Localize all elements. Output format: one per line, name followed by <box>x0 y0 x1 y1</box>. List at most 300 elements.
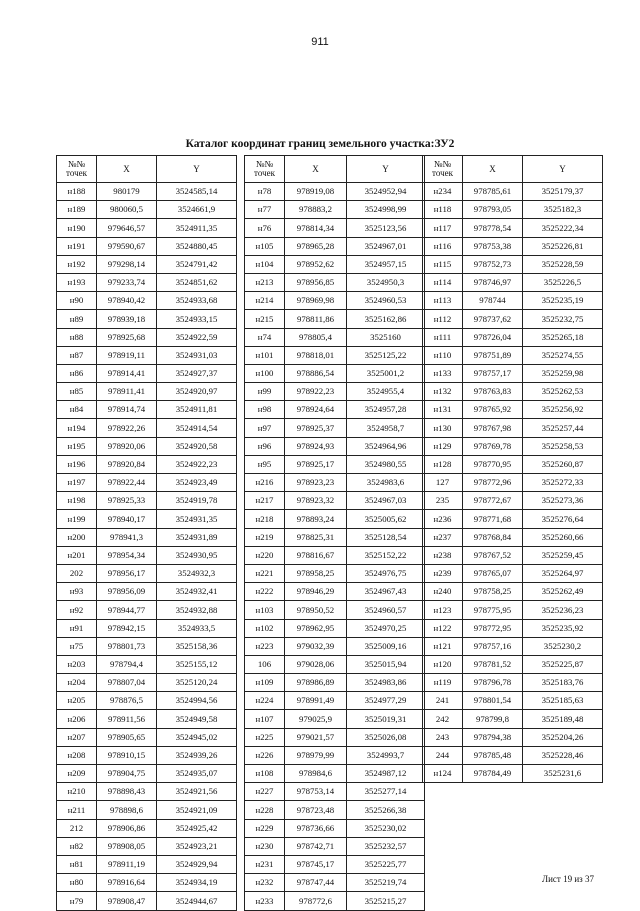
point-cell: н192 <box>57 255 97 273</box>
x-cell: 978726,04 <box>463 328 523 346</box>
point-cell: 242 <box>423 710 463 728</box>
y-cell: 3525272,33 <box>523 474 603 492</box>
x-cell: 978794,4 <box>97 655 157 673</box>
table-row <box>245 637 425 655</box>
y-cell: 3524933,68 <box>157 292 237 310</box>
x-cell: 978763,83 <box>463 383 523 401</box>
point-cell: н219 <box>245 528 285 546</box>
y-cell: 3524983,6 <box>347 474 425 492</box>
y-cell: 3525152,22 <box>347 546 425 564</box>
table-row <box>423 237 603 255</box>
table-row <box>423 437 603 455</box>
y-cell: 3525128,54 <box>347 528 425 546</box>
point-cell: н89 <box>57 310 97 328</box>
point-cell: н224 <box>245 692 285 710</box>
y-cell: 3524935,07 <box>157 765 237 783</box>
table-row <box>245 619 425 637</box>
y-cell: 3524919,78 <box>157 492 237 510</box>
table-row <box>57 237 237 255</box>
table-row <box>423 692 603 710</box>
x-cell: 978956,85 <box>285 273 347 291</box>
point-cell: н214 <box>245 292 285 310</box>
table-row <box>57 328 237 346</box>
table-row <box>57 801 237 819</box>
point-cell: н225 <box>245 728 285 746</box>
y-cell: 3524949,58 <box>157 710 237 728</box>
x-cell: 978923,32 <box>285 492 347 510</box>
y-cell: 3524925,42 <box>157 819 237 837</box>
table-row <box>245 874 425 892</box>
point-cell: н93 <box>57 583 97 601</box>
x-cell: 978753,38 <box>463 237 523 255</box>
y-cell: 3525259,98 <box>523 364 603 382</box>
y-cell: 3524987,12 <box>347 765 425 783</box>
table-row <box>57 837 237 855</box>
point-cell: н110 <box>423 346 463 364</box>
point-cell: н223 <box>245 637 285 655</box>
table-row <box>57 710 237 728</box>
point-cell: н203 <box>57 655 97 673</box>
point-cell: н108 <box>245 765 285 783</box>
y-cell: 3525155,12 <box>157 655 237 673</box>
point-cell: н99 <box>245 383 285 401</box>
table-row <box>423 637 603 655</box>
table-row <box>57 583 237 601</box>
table-row <box>245 474 425 492</box>
y-cell: 3524939,26 <box>157 746 237 764</box>
point-cell: н124 <box>423 765 463 783</box>
header-y: Y <box>347 156 425 183</box>
y-cell: 3525185,63 <box>523 692 603 710</box>
point-cell: н210 <box>57 783 97 801</box>
table-row <box>57 201 237 219</box>
table-row <box>57 474 237 492</box>
coordinates-table-2 <box>244 155 425 911</box>
header-point-number <box>423 156 463 183</box>
point-cell: н103 <box>245 601 285 619</box>
y-cell: 3525276,64 <box>523 510 603 528</box>
table-row <box>57 655 237 673</box>
point-cell: н88 <box>57 328 97 346</box>
table-row <box>245 528 425 546</box>
table-row <box>423 273 603 291</box>
x-cell: 978962,95 <box>285 619 347 637</box>
table-row <box>423 346 603 364</box>
table-row <box>245 564 425 582</box>
point-cell: н104 <box>245 255 285 273</box>
header-row <box>245 156 425 183</box>
y-cell: 3524932,3 <box>157 564 237 582</box>
y-cell: 3524950,3 <box>347 273 425 291</box>
x-cell: 978799,8 <box>463 710 523 728</box>
point-cell: н208 <box>57 746 97 764</box>
table-row <box>423 619 603 637</box>
x-cell: 978753,14 <box>285 783 347 801</box>
x-cell: 978904,75 <box>97 765 157 783</box>
x-cell: 978905,65 <box>97 728 157 746</box>
x-cell: 978883,2 <box>285 201 347 219</box>
point-cell: н233 <box>245 892 285 910</box>
x-cell: 978886,54 <box>285 364 347 382</box>
x-cell: 978765,07 <box>463 564 523 582</box>
point-cell: н86 <box>57 364 97 382</box>
y-cell: 3525179,37 <box>523 183 603 201</box>
x-cell: 978922,26 <box>97 419 157 437</box>
table-row <box>57 528 237 546</box>
point-cell: н193 <box>57 273 97 291</box>
table-row <box>245 273 425 291</box>
y-cell: 3524930,95 <box>157 546 237 564</box>
table-row <box>423 710 603 728</box>
x-cell: 978775,95 <box>463 601 523 619</box>
y-cell: 3524967,01 <box>347 237 425 255</box>
x-cell: 978814,34 <box>285 219 347 237</box>
x-cell: 978778,54 <box>463 219 523 237</box>
point-cell: н77 <box>245 201 285 219</box>
x-cell: 978898,6 <box>97 801 157 819</box>
point-cell: н120 <box>423 655 463 673</box>
x-cell: 978746,97 <box>463 273 523 291</box>
x-cell: 978772,96 <box>463 474 523 492</box>
y-cell: 3524923,49 <box>157 474 237 492</box>
header-row <box>423 156 603 183</box>
point-cell: н211 <box>57 801 97 819</box>
table-row <box>245 674 425 692</box>
point-cell: н195 <box>57 437 97 455</box>
y-cell: 3524921,56 <box>157 783 237 801</box>
table-row <box>245 492 425 510</box>
point-cell: н119 <box>423 674 463 692</box>
table-row <box>245 837 425 855</box>
y-cell: 3524998,99 <box>347 201 425 219</box>
point-cell: н102 <box>245 619 285 637</box>
x-cell: 978956,17 <box>97 564 157 582</box>
table-row <box>57 364 237 382</box>
y-cell: 3524976,75 <box>347 564 425 582</box>
y-cell: 3525026,08 <box>347 728 425 746</box>
point-cell: н218 <box>245 510 285 528</box>
table-row <box>245 546 425 564</box>
y-cell: 3524958,7 <box>347 419 425 437</box>
point-cell: н206 <box>57 710 97 728</box>
x-cell: 979590,67 <box>97 237 157 255</box>
x-cell: 978876,5 <box>97 692 157 710</box>
point-cell: н130 <box>423 419 463 437</box>
x-cell: 978796,78 <box>463 674 523 692</box>
x-cell: 978923,23 <box>285 474 347 492</box>
table-row <box>245 892 425 910</box>
table-row <box>423 583 603 601</box>
point-cell: н227 <box>245 783 285 801</box>
y-cell: 3525001,2 <box>347 364 425 382</box>
y-cell: 3524929,94 <box>157 855 237 873</box>
x-cell: 980060,5 <box>97 201 157 219</box>
x-cell: 978952,62 <box>285 255 347 273</box>
point-cell: н87 <box>57 346 97 364</box>
x-cell: 978942,15 <box>97 619 157 637</box>
point-cell: н90 <box>57 292 97 310</box>
header-point-line1: №№ <box>67 159 86 169</box>
table-row <box>423 601 603 619</box>
y-cell: 3524957,15 <box>347 255 425 273</box>
point-cell: н132 <box>423 383 463 401</box>
y-cell: 3525277,14 <box>347 783 425 801</box>
x-cell: 978911,56 <box>97 710 157 728</box>
point-cell: н230 <box>245 837 285 855</box>
x-cell: 978801,73 <box>97 637 157 655</box>
point-cell: н196 <box>57 455 97 473</box>
point-cell: 202 <box>57 564 97 582</box>
table-row <box>57 346 237 364</box>
x-cell: 978946,29 <box>285 583 347 601</box>
point-cell: н236 <box>423 510 463 528</box>
point-cell: 243 <box>423 728 463 746</box>
x-cell: 978742,71 <box>285 837 347 855</box>
table-row <box>245 292 425 310</box>
y-cell: 3524967,03 <box>347 492 425 510</box>
table-row <box>57 564 237 582</box>
table-row <box>57 765 237 783</box>
y-cell: 3524957,28 <box>347 401 425 419</box>
x-cell: 978893,24 <box>285 510 347 528</box>
point-cell: н231 <box>245 855 285 873</box>
point-cell: н133 <box>423 364 463 382</box>
point-cell: н207 <box>57 728 97 746</box>
x-cell: 979028,06 <box>285 655 347 673</box>
table-row <box>245 510 425 528</box>
x-cell: 978906,86 <box>97 819 157 837</box>
table-row <box>57 855 237 873</box>
table-row <box>423 219 603 237</box>
catalog-title: Каталог координат границ земельного участка:ЗУ2 <box>185 138 455 150</box>
x-cell: 978965,28 <box>285 237 347 255</box>
x-cell: 979646,57 <box>97 219 157 237</box>
x-cell: 978781,52 <box>463 655 523 673</box>
x-cell: 978737,62 <box>463 310 523 328</box>
x-cell: 978767,98 <box>463 419 523 437</box>
y-cell: 3524993,7 <box>347 746 425 764</box>
x-cell: 978793,05 <box>463 201 523 219</box>
y-cell: 3524880,45 <box>157 237 237 255</box>
table-row <box>423 674 603 692</box>
point-cell: н117 <box>423 219 463 237</box>
x-cell: 978914,41 <box>97 364 157 382</box>
x-cell: 978745,17 <box>285 855 347 873</box>
header-x: X <box>285 156 347 183</box>
point-cell: н198 <box>57 492 97 510</box>
point-cell: н76 <box>245 219 285 237</box>
x-cell: 978925,68 <box>97 328 157 346</box>
point-cell: н118 <box>423 201 463 219</box>
x-cell: 978805,4 <box>285 328 347 346</box>
point-cell: н80 <box>57 874 97 892</box>
y-cell: 3525256,92 <box>523 401 603 419</box>
point-cell: н115 <box>423 255 463 273</box>
y-cell: 3525257,44 <box>523 419 603 437</box>
point-cell: н121 <box>423 637 463 655</box>
y-cell: 3524994,56 <box>157 692 237 710</box>
y-cell: 3524791,42 <box>157 255 237 273</box>
point-cell: н201 <box>57 546 97 564</box>
x-cell: 978920,06 <box>97 437 157 455</box>
page-number: 911 <box>311 36 329 48</box>
y-cell: 3525005,62 <box>347 510 425 528</box>
x-cell: 979032,39 <box>285 637 347 655</box>
table-row <box>245 419 425 437</box>
y-cell: 3525259,45 <box>523 546 603 564</box>
x-cell: 978922,23 <box>285 383 347 401</box>
x-cell: 978979,99 <box>285 746 347 764</box>
table-row <box>423 383 603 401</box>
table-row <box>423 564 603 582</box>
y-cell: 3525158,36 <box>157 637 237 655</box>
table-row <box>423 419 603 437</box>
x-cell: 978801,54 <box>463 692 523 710</box>
y-cell: 3524911,35 <box>157 219 237 237</box>
x-cell: 978751,89 <box>463 346 523 364</box>
table-row <box>245 765 425 783</box>
y-cell: 3524933,5 <box>157 619 237 637</box>
table-row <box>245 692 425 710</box>
point-cell: 212 <box>57 819 97 837</box>
table-row <box>57 401 237 419</box>
table-row <box>423 655 603 673</box>
table-row <box>57 892 237 910</box>
x-cell: 978758,25 <box>463 583 523 601</box>
table-row <box>245 346 425 364</box>
x-cell: 978950,52 <box>285 601 347 619</box>
x-cell: 978919,08 <box>285 183 347 201</box>
point-cell: н111 <box>423 328 463 346</box>
header-point-line1: №№ <box>433 159 452 169</box>
y-cell: 3524960,57 <box>347 601 425 619</box>
table-row <box>57 674 237 692</box>
x-cell: 978747,44 <box>285 874 347 892</box>
table-row <box>57 510 237 528</box>
table-row <box>245 855 425 873</box>
point-cell: н239 <box>423 564 463 582</box>
point-cell: 244 <box>423 746 463 764</box>
table-row <box>245 728 425 746</box>
point-cell: н109 <box>245 674 285 692</box>
header-point-number <box>245 156 285 183</box>
point-cell: н92 <box>57 601 97 619</box>
y-cell: 3525260,66 <box>523 528 603 546</box>
x-cell: 978986,89 <box>285 674 347 692</box>
y-cell: 3525225,87 <box>523 655 603 673</box>
y-cell: 3524933,15 <box>157 310 237 328</box>
y-cell: 3525219,74 <box>347 874 425 892</box>
point-cell: н78 <box>245 183 285 201</box>
point-cell: н221 <box>245 564 285 582</box>
table-row <box>423 310 603 328</box>
y-cell: 3524922,23 <box>157 455 237 473</box>
coordinates-table-3 <box>422 155 603 783</box>
y-cell: 3524914,54 <box>157 419 237 437</box>
point-cell: н107 <box>245 710 285 728</box>
table-row <box>245 783 425 801</box>
table-row <box>245 201 425 219</box>
sheet-footer: Лист 19 из 37 <box>542 874 594 884</box>
table-row <box>57 219 237 237</box>
y-cell: 3525222,34 <box>523 219 603 237</box>
point-cell: н123 <box>423 601 463 619</box>
point-cell: н189 <box>57 201 97 219</box>
table-row <box>245 819 425 837</box>
y-cell: 3524955,4 <box>347 383 425 401</box>
table-row <box>57 746 237 764</box>
y-cell: 3524911,81 <box>157 401 237 419</box>
y-cell: 3525226,5 <box>523 273 603 291</box>
point-cell: н237 <box>423 528 463 546</box>
point-cell: н84 <box>57 401 97 419</box>
y-cell: 3524960,53 <box>347 292 425 310</box>
point-cell: н112 <box>423 310 463 328</box>
x-cell: 978794,38 <box>463 728 523 746</box>
y-cell: 3525225,77 <box>347 855 425 873</box>
x-cell: 978770,95 <box>463 455 523 473</box>
point-cell: н128 <box>423 455 463 473</box>
y-cell: 3524970,25 <box>347 619 425 637</box>
x-cell: 978914,74 <box>97 401 157 419</box>
point-cell: 235 <box>423 492 463 510</box>
x-cell: 978910,15 <box>97 746 157 764</box>
y-cell: 3525162,86 <box>347 310 425 328</box>
point-cell: н232 <box>245 874 285 892</box>
point-cell: н114 <box>423 273 463 291</box>
x-cell: 978736,66 <box>285 819 347 837</box>
x-cell: 978785,61 <box>463 183 523 201</box>
point-cell: н229 <box>245 819 285 837</box>
point-cell: 106 <box>245 655 285 673</box>
x-cell: 978969,98 <box>285 292 347 310</box>
table-row <box>245 710 425 728</box>
table-row <box>57 728 237 746</box>
x-cell: 978954,34 <box>97 546 157 564</box>
point-cell: н209 <box>57 765 97 783</box>
coords-table <box>56 155 237 911</box>
table-row <box>423 455 603 473</box>
point-cell: н217 <box>245 492 285 510</box>
x-cell: 978757,17 <box>463 364 523 382</box>
y-cell: 3525120,24 <box>157 674 237 692</box>
y-cell: 3524920,97 <box>157 383 237 401</box>
table-row <box>423 328 603 346</box>
point-cell: н105 <box>245 237 285 255</box>
point-cell: н222 <box>245 583 285 601</box>
x-cell: 978984,6 <box>285 765 347 783</box>
point-cell: н75 <box>57 637 97 655</box>
y-cell: 3524585,14 <box>157 183 237 201</box>
point-cell: н191 <box>57 237 97 255</box>
table-row <box>57 637 237 655</box>
coordinates-table-1 <box>56 155 237 911</box>
table-row <box>245 746 425 764</box>
point-cell: н216 <box>245 474 285 492</box>
table-row <box>245 364 425 382</box>
point-cell: н220 <box>245 546 285 564</box>
point-cell: н95 <box>245 455 285 473</box>
x-cell: 978920,84 <box>97 455 157 473</box>
table-row <box>57 273 237 291</box>
table-row <box>245 401 425 419</box>
x-cell: 978911,41 <box>97 383 157 401</box>
table-row <box>245 219 425 237</box>
x-cell: 978940,42 <box>97 292 157 310</box>
table-row <box>57 255 237 273</box>
y-cell: 3525123,56 <box>347 219 425 237</box>
x-cell: 978816,67 <box>285 546 347 564</box>
